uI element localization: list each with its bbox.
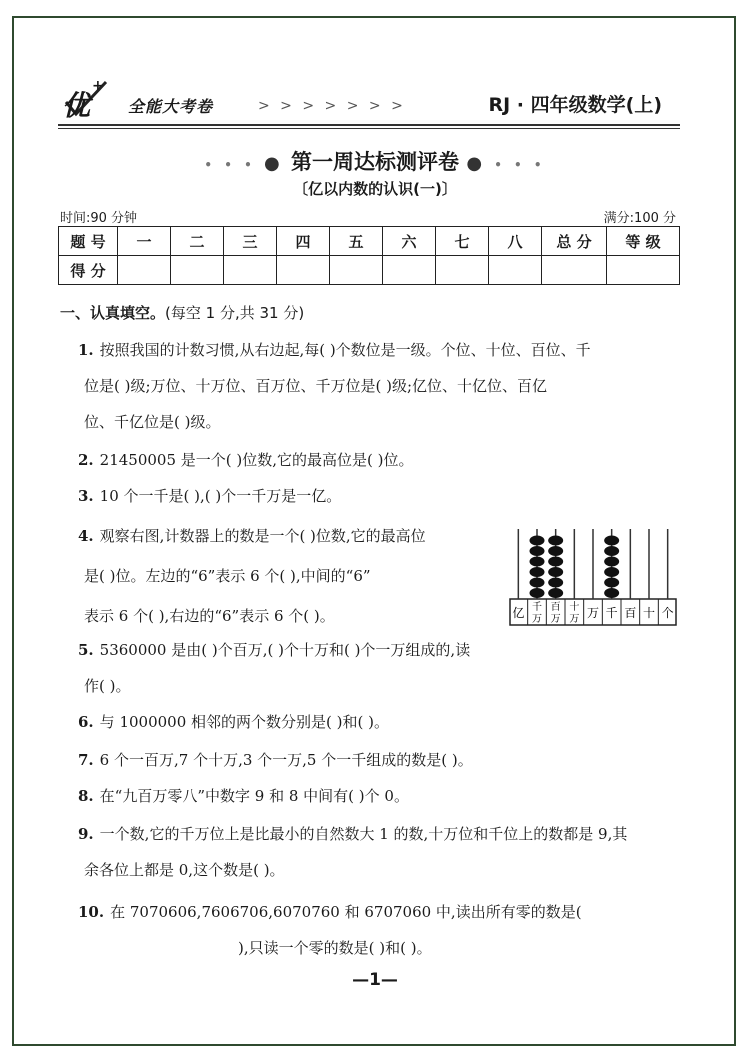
page-number: —1— [352,970,398,990]
grade-label: RJ · 四年级数学(上) [488,94,662,116]
row-label-cell: 得 分 [59,256,118,285]
abacus-bead [530,557,545,567]
question-number: 2. [78,451,94,469]
score-cell[interactable] [489,256,542,285]
abacus-bead [548,567,563,577]
time-limit: 时间:90 分钟 [60,211,138,226]
question-line: 在“九百万零八”中数字 9 和 8 中间有( )个 0。 [99,787,409,805]
question-line: 是( )位。左边的“6”表示 6 个( ),中间的“6” [84,567,371,585]
question-1 [78,332,591,440]
question-line: 与 1000000 相邻的两个数分别是( )和( )。 [99,713,389,731]
header-cell: 二 [171,227,224,256]
abacus-bead [530,546,545,556]
score-cell[interactable] [224,256,277,285]
score-cell[interactable] [542,256,607,285]
left-dots: • • • ● [204,152,284,174]
abacus-label: 个 [661,606,674,620]
score-cell[interactable] [607,256,680,285]
question-line: 10 个一千是( ),( )个一千万是一亿。 [99,487,342,505]
question-line: 5360000 是由( )个百万,( )个十万和( )个一万组成的,读 [99,641,471,659]
abacus-bead [530,588,545,598]
abacus-bead [548,536,563,546]
score-cell[interactable] [383,256,436,285]
question-line: ),只读一个零的数是( )和( )。 [238,939,432,957]
abacus-bead [548,588,563,598]
question-6 [78,704,389,740]
abacus-bead [530,567,545,577]
score-cell[interactable] [171,256,224,285]
abacus-bead [604,557,619,567]
question-line: 一个数,它的千万位上是比最小的自然数大 1 的数,十万位和千位上的数都是 9,其 [99,825,628,843]
question-number: 10. [78,903,105,921]
logo-plus: + [92,78,104,94]
logo-title: 全能大考卷 [128,97,214,116]
abacus-label: 亿 [512,606,525,620]
abacus-label: 千万 [532,602,542,625]
question-8 [78,778,409,814]
question-number: 3. [78,487,94,505]
header-cell: 四 [277,227,330,256]
abacus-bead [548,578,563,588]
score-table-header-row [59,227,680,256]
header-cell: 总 分 [542,227,607,256]
question-5 [78,632,470,704]
score-cell[interactable] [330,256,383,285]
question-line: 作( )。 [84,677,131,695]
question-2 [78,442,414,478]
question-line: 在 7070606,7606706,6070760 和 6707060 中,读出所有零的数是( [110,903,582,921]
score-cell[interactable] [118,256,171,285]
header-cell: 六 [383,227,436,256]
score-cell[interactable] [436,256,489,285]
header-cell: 一 [118,227,171,256]
page-title: 第一周达标测评卷 [291,150,459,174]
header-cell: 三 [224,227,277,256]
question-3 [78,478,341,514]
header-divider-thin [58,128,680,129]
abacus-bead [604,578,619,588]
question-number: 9. [78,825,94,843]
abacus-label: 百 [624,606,637,620]
question-4 [78,518,426,634]
header-divider [58,124,680,126]
question-7 [78,742,473,778]
header-cell: 等 级 [607,227,680,256]
full-score: 满分:100 分 [603,211,676,226]
header-cell: 八 [489,227,542,256]
abacus-bead [548,546,563,556]
abacus-bead [548,557,563,567]
question-10 [78,894,582,966]
abacus-label: 百万 [550,602,561,625]
question-line: 表示 6 个( ),右边的“6”表示 6 个( )。 [84,607,335,625]
question-line: 位、千亿位是( )级。 [84,413,221,431]
header-arrows: > > > > > > > [258,98,406,114]
page-subtitle: 〔亿以内数的认识(一)〕 [293,180,457,198]
logo-char: 优 [62,89,91,122]
header [58,78,680,122]
abacus-label: 十 [642,606,656,620]
brand-logo [58,78,228,122]
question-number: 5. [78,641,94,659]
question-9 [78,816,627,888]
abacus-bead [530,578,545,588]
section-title: 一、认真填空。 [60,304,166,322]
abacus-bead [530,536,545,546]
abacus-label: 十万 [569,602,580,625]
page-title-row [0,146,750,176]
header-cell: 题 号 [59,227,118,256]
abacus-bead [604,567,619,577]
abacus-label: 万 [586,606,600,620]
question-number: 1. [78,341,94,359]
score-cell[interactable] [277,256,330,285]
question-number: 4. [78,527,94,545]
score-table-score-row [59,256,680,285]
question-number: 7. [78,751,94,769]
abacus-diagram [509,527,677,627]
header-cell: 五 [330,227,383,256]
question-line: 观察右图,计数器上的数是一个( )位数,它的最高位 [99,527,426,545]
abacus-label: 千 [605,606,618,620]
question-line: 21450005 是一个( )位数,它的最高位是( )位。 [99,451,414,469]
question-line: 余各位上都是 0,这个数是( )。 [84,861,285,879]
question-line: 按照我国的计数习惯,从右边起,每( )个数位是一级。个位、十位、百位、千 [99,341,591,359]
section-heading [60,302,304,323]
question-line: 位是( )级;万位、十万位、百万位、千万位是( )级;亿位、十亿位、百亿 [84,377,548,395]
section-note: (每空 1 分,共 31 分) [165,304,305,322]
question-line: 6 个一百万,7 个十万,3 个一万,5 个一千组成的数是( )。 [99,751,473,769]
score-table [58,226,680,285]
abacus-bead [604,536,619,546]
question-number: 6. [78,713,94,731]
question-number: 8. [78,787,94,805]
abacus-bead [604,546,619,556]
abacus-bead [604,588,619,598]
header-cell: 七 [436,227,489,256]
right-dots: ● • • • [466,152,546,174]
